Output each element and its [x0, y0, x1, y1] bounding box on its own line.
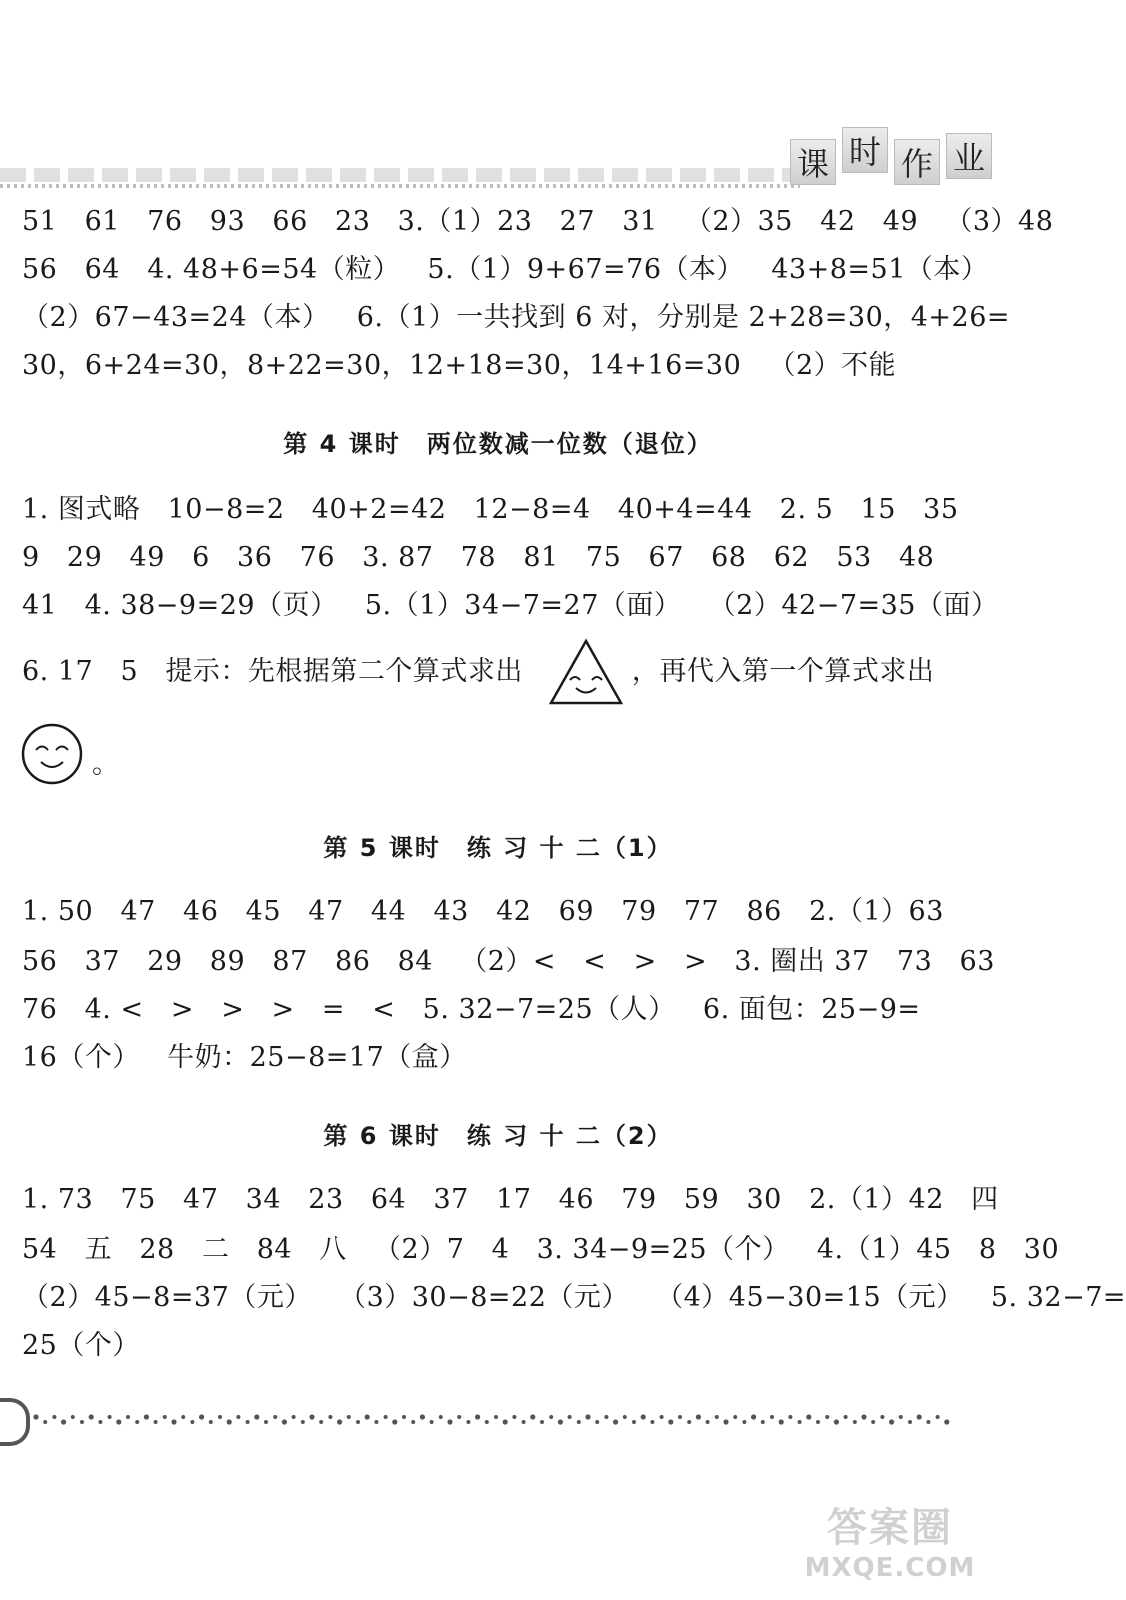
- answer-line: 56 64 4. 48+6=54（粒） 5.（1）9+67=76（本） 43+8=51（本）: [22, 254, 989, 285]
- answer-line: 41 4. 38−9=29（页） 5.（1）34−7=27（面） （2）42−7=35（面）: [22, 590, 999, 621]
- answer-line: （2）67−43=24（本） 6.（1）一共找到 6 对，分别是 2+28=30，4+26=: [22, 302, 1011, 333]
- header-char: 作: [894, 139, 940, 185]
- answer-line: 1. 73 75 47 34 23 64 37 17 46 79 59 30 2.（1）42 四: [22, 1184, 999, 1215]
- smiling-triangle-icon: [548, 638, 624, 706]
- answer-line: 54 五 28 二 84 八 （2）7 4 3. 34−9=25（个） 4.（1）45 8 30: [22, 1234, 1060, 1265]
- answer-line: 51 61 76 93 66 23 3.（1）23 27 31 （2）35 42 49 （3）48: [22, 206, 1054, 237]
- watermark-logo: [800, 1496, 980, 1596]
- answer-line: 9 29 49 6 36 76 3. 87 78 81 75 67 68 62 53 48: [22, 542, 935, 573]
- answer-line: 1. 50 47 46 45 47 44 43 42 69 79 77 86 2.（1）63: [22, 896, 944, 927]
- answer-line: 6. 17 5 提示：先根据第二个算式求出 ，再代入第一个算式求出: [22, 656, 935, 687]
- answer-line: 30，6+24=30，8+22=30，12+18=30，14+16=30 （2）不能: [22, 350, 897, 381]
- header-char: 业: [946, 133, 992, 179]
- footer-dotted-border: [30, 1408, 950, 1430]
- answer-line: 56 37 29 89 87 86 84 （2）< < > > 3. 圈出 37 73 63: [22, 946, 995, 977]
- smiling-circle-icon: [20, 722, 84, 786]
- answer-line: （2）45−8=37（元） （3）30−8=22（元） （4）45−30=15（元） 5. 32−7=: [22, 1282, 1126, 1313]
- page-corner-mark: [0, 1398, 30, 1446]
- end-mark: 。: [92, 749, 119, 780]
- watermark-url: MXQE.COM: [804, 1553, 976, 1583]
- watermark-title: 答案圈: [827, 1505, 953, 1551]
- header-rule: [0, 168, 800, 182]
- answer-line: 1. 图式略 10−8=2 40+2=42 12−8=4 40+4=44 2. 5 15 35: [22, 494, 959, 525]
- section-title-lesson6: 第 6 课时 练 习 十 二（2）: [323, 1122, 673, 1150]
- header-dotted-rule: [0, 184, 800, 188]
- header-char: 课: [790, 139, 836, 185]
- section-title-lesson5: 第 5 课时 练 习 十 二（1）: [323, 834, 673, 862]
- answer-line: 76 4. < > > > = < 5. 32−7=25（人） 6. 面包：25−9=: [22, 994, 921, 1025]
- section-title-lesson4: 第 4 课时 两位数减一位数（退位）: [283, 430, 713, 458]
- answer-line: 16（个） 牛奶：25−8=17（盒）: [22, 1042, 467, 1073]
- header-char: 时: [842, 127, 888, 173]
- header-label: [790, 133, 992, 186]
- answer-line: 25（个）: [22, 1330, 140, 1361]
